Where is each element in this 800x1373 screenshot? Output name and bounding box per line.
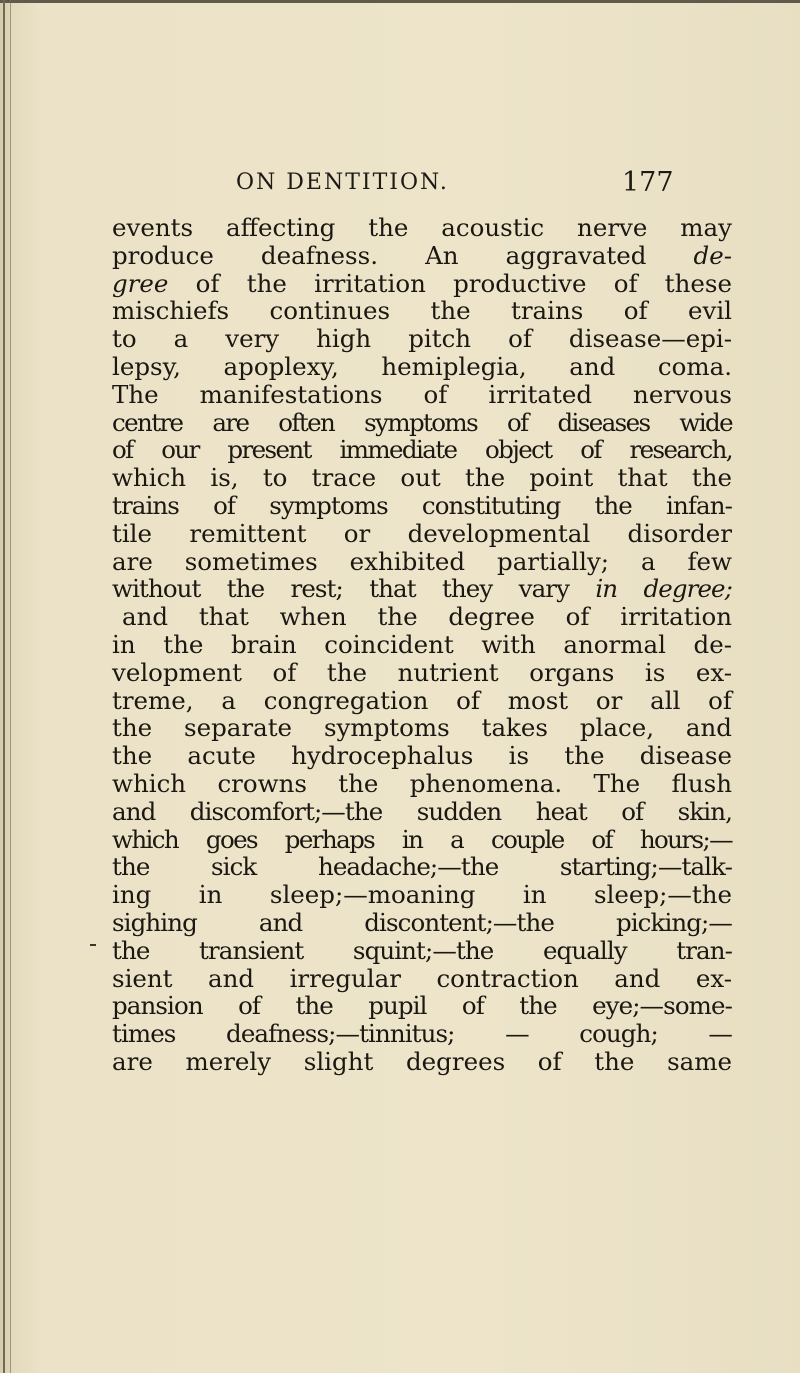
text-line: mischiefs continues the trains of evil	[112, 296, 732, 326]
text-line: the separate symptoms takes place, and	[112, 713, 732, 743]
text-line: and that when the degree of irritation	[122, 602, 732, 632]
text-line: to a very high pitch of disease—epi-	[112, 324, 732, 354]
text-line: sient and irregular contraction and ex-	[112, 963, 732, 993]
text-line: ing in sleep;—moaning in sleep;—the	[112, 880, 732, 910]
text-line: sighing and discontent;—the picking;—	[112, 907, 732, 937]
text-line: times deafness;—tinnitus; — cough; —	[112, 1019, 732, 1049]
text-line: The manifestations of irritated nervous	[112, 379, 732, 409]
text-line: gree of the irritation productive of these	[112, 268, 732, 298]
text-line: are sometimes exhibited partially; a few	[112, 546, 732, 576]
text-line: of our present immediate object of research,	[112, 435, 732, 465]
text-line: produce deafness. An aggravated de-	[112, 240, 732, 270]
text-line: which goes perhaps in a couple of hours;—	[112, 824, 732, 854]
text-line: the sick headache;—the starting;—talk-	[112, 852, 732, 882]
text-line: events affecting the acoustic nerve may	[112, 213, 732, 242]
margin-mark	[90, 944, 96, 946]
text-line: tile remittent or developmental disorder	[112, 518, 732, 548]
text-line: lepsy, apoplexy, hemiplegia, and coma.	[112, 351, 732, 381]
page-header	[0, 167, 800, 200]
text-line: the acute hydrocephalus is the disease	[112, 741, 732, 771]
text-line: in the brain coincident with anormal de-	[112, 629, 732, 659]
text-line: which crowns the phenomena. The flush	[112, 768, 732, 798]
page-top-edge	[0, 0, 800, 3]
text-line: velopment of the nutrient organs is ex-	[112, 657, 732, 687]
text-line: are merely slight degrees of the same	[112, 1046, 732, 1076]
text-line: without the rest; that they vary in degree;	[112, 574, 733, 604]
text-line: trains of symptoms constituting the infan-	[112, 490, 732, 520]
text-line: centre are often symptoms of diseases wide	[112, 407, 732, 437]
gutter-line	[10, 0, 11, 1373]
body-text	[112, 214, 732, 1076]
text-line: the transient squint;—the equally tran-	[112, 935, 732, 965]
gutter-line	[3, 0, 5, 1373]
running-head: ON DENTITION.	[236, 170, 449, 195]
text-line: and discomfort;—the sudden heat of skin,	[112, 796, 732, 826]
text-line: treme, a congregation of most or all of	[112, 685, 732, 715]
text-line: pansion of the pupil of the eye;—some-	[112, 991, 732, 1021]
text-line: which is, to trace out the point that the	[112, 463, 732, 493]
page-number: 177	[622, 167, 674, 198]
